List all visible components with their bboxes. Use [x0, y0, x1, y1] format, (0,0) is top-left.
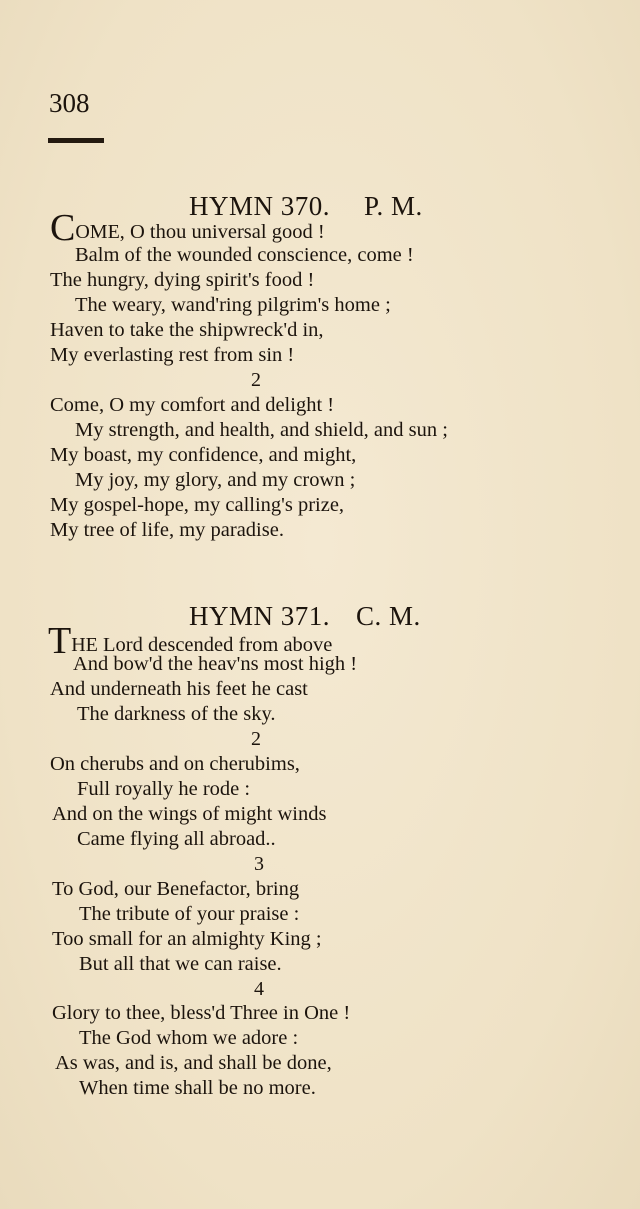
hymn-370-line: My everlasting rest from sin ! — [50, 344, 295, 366]
hymn-371-line: On cherubs and on cherubims, — [50, 753, 300, 775]
hymn-371-meter: C. M. — [356, 601, 421, 631]
hymn-370-line: Haven to take the shipwreck'd in, — [50, 319, 324, 341]
hymn-371-line: Glory to thee, bless'd Three in One ! — [52, 1002, 351, 1024]
hymn-370-meter: P. M. — [364, 191, 423, 221]
hymn-370-line: My strength, and health, and shield, and sun ; — [75, 419, 448, 441]
hymn-370-line: Balm of the wounded conscience, come ! — [75, 244, 414, 266]
hymn-370-smallcaps: OME, — [75, 221, 125, 243]
hymn-371-line: The God whom we adore : — [79, 1027, 299, 1049]
hymn-370-first-line-rest: O thou universal good ! — [124, 221, 325, 243]
hymn-370-verse-number: 2 — [251, 369, 261, 391]
hymn-370-first-line — [50, 207, 325, 249]
hymn-370-dropcap: C — [50, 207, 76, 249]
hymn-370-line: My joy, my glory, and my crown ; — [75, 469, 356, 491]
hymn-371-smallcaps: HE — [71, 634, 98, 656]
hymn-371-line: The tribute of your praise : — [79, 903, 300, 925]
hymn-371-line: But all that we can raise. — [79, 953, 282, 975]
hymn-370-number: HYMN 370. — [189, 191, 331, 221]
hymn-370-line: My boast, my confidence, and might, — [50, 444, 357, 466]
hymn-371-line: The darkness of the sky. — [77, 703, 276, 725]
hymn-371-line: And underneath his feet he cast — [50, 678, 308, 700]
hymn-371-dropcap: T — [48, 620, 72, 662]
hymn-370-line: The weary, wand'ring pilgrim's home ; — [75, 294, 391, 316]
hymn-371-line: Came flying all abroad.. — [77, 828, 276, 850]
hymn-371-line: Full royally he rode : — [77, 778, 251, 800]
hymn-371-line: As was, and is, and shall be done, — [55, 1052, 332, 1074]
hymn-371-line: When time shall be no more. — [79, 1077, 316, 1099]
hymn-371-first-line-rest: Lord descended from above — [97, 634, 333, 656]
page-number: 308 — [49, 88, 90, 118]
hymn-371-verse-number: 3 — [254, 853, 264, 875]
hymn-371-number: HYMN 371. — [189, 601, 331, 631]
hymn-371-verse-number: 2 — [251, 728, 261, 750]
hymn-371-first-line — [48, 620, 333, 662]
hymn-371-line: To God, our Benefactor, bring — [52, 878, 300, 900]
hymn-371-line: And on the wings of might winds — [52, 803, 327, 825]
hymn-370-line: The hungry, dying spirit's food ! — [50, 269, 315, 291]
hymn-371-line: And bow'd the heav'ns most high ! — [73, 653, 358, 675]
hymn-370-line: My gospel-hope, my calling's prize, — [50, 494, 345, 516]
hymn-371-line: Too small for an almighty King ; — [52, 928, 322, 950]
hymn-371-verse-number: 4 — [254, 978, 264, 1000]
hymn-370-line: My tree of life, my paradise. — [50, 519, 284, 541]
page-rule — [48, 138, 104, 143]
hymn-370-line: Come, O my comfort and delight ! — [50, 394, 335, 416]
